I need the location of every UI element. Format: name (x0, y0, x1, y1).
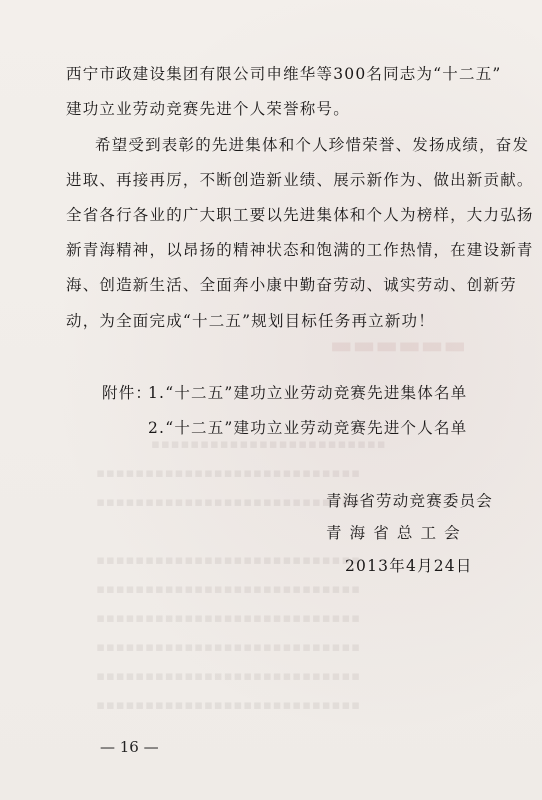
body-line: 建功立业劳动竞赛先进个人荣誉称号。 (66, 100, 350, 118)
body-line: 进取、再接再厉，不断创造新业绩、展示新作为、做出新贡献。 (66, 171, 534, 189)
bleed-through-mark: ▪▪▪▪▪▪▪▪▪▪▪▪▪▪▪▪▪▪▪▪▪▪▪▪▪▪▪ (95, 495, 360, 510)
attachment-item: 1.“十二五”建功立业劳动竞赛先进集体名单 (148, 384, 468, 402)
bleed-through-mark: ▪▪▪▪▪▪▪▪▪▪▪▪▪▪▪▪▪▪▪▪▪▪▪▪▪▪▪ (95, 582, 360, 597)
paragraph-first-line: 希望受到表彰的先进集体和个人珍惜荣誉、发扬成绩，奋发 (95, 136, 530, 154)
bleed-through-mark: ▪▪▪▪▪▪▪▪▪▪▪▪▪▪▪▪▪▪▪▪▪▪▪▪▪▪▪ (95, 669, 360, 684)
body-line: 海、创造新生活、全面奔小康中勤奋劳动、诚实劳动、创新劳 (66, 276, 517, 294)
issuer-name: 青海省劳动竞赛委员会 (326, 492, 494, 510)
body-line: 动，为全面完成“十二五”规划目标任务再立新功！ (66, 312, 435, 330)
signature-date: 2013年4月24日 (345, 557, 473, 575)
body-line: 全省各行各业的广大职工要以先进集体和个人为榜样，大力弘扬 (66, 206, 534, 224)
bleed-through-mark: ▪▪▪▪▪▪▪▪▪▪▪▪▪▪▪▪▪▪▪▪▪▪▪▪▪▪▪ (95, 640, 360, 655)
bleed-through-mark: ▪▪▪▪▪▪▪▪▪▪▪▪▪▪▪▪▪▪▪▪▪▪▪▪▪▪▪ (95, 553, 360, 568)
bleed-through-mark: ▪▪▪▪▪▪▪▪▪▪▪▪▪▪▪▪▪▪▪▪▪▪▪▪▪▪▪ (95, 611, 360, 626)
bleed-through-mark: ▪▪▪▪▪▪▪▪▪▪▪▪▪▪▪▪▪▪▪▪▪▪▪▪ (150, 437, 386, 452)
body-line: 新青海精神，以昂扬的精神状态和饱满的工作热情，在建设新青 (66, 241, 534, 259)
issuer-name: 青 海 省 总 工 会 (326, 524, 462, 542)
attachments-label: 附件： (102, 384, 153, 402)
bleed-through-mark: ▪▪▪▪▪▪▪▪▪▪▪▪▪▪▪▪▪▪▪▪▪▪▪▪▪▪▪ (95, 698, 360, 713)
attachment-item: 2.“十二五”建功立业劳动竞赛先进个人名单 (148, 419, 468, 437)
bleed-through-mark: ▬▬▬▬▬▬ (330, 330, 467, 359)
page-number: — 16 — (100, 738, 159, 756)
body-line: 西宁市政建设集团有限公司申维华等300名同志为“十二五” (66, 65, 502, 83)
bleed-through-mark: ▪▪▪▪▪▪▪▪▪▪▪▪▪▪▪▪▪▪▪▪▪▪▪▪▪▪▪ (95, 466, 360, 481)
